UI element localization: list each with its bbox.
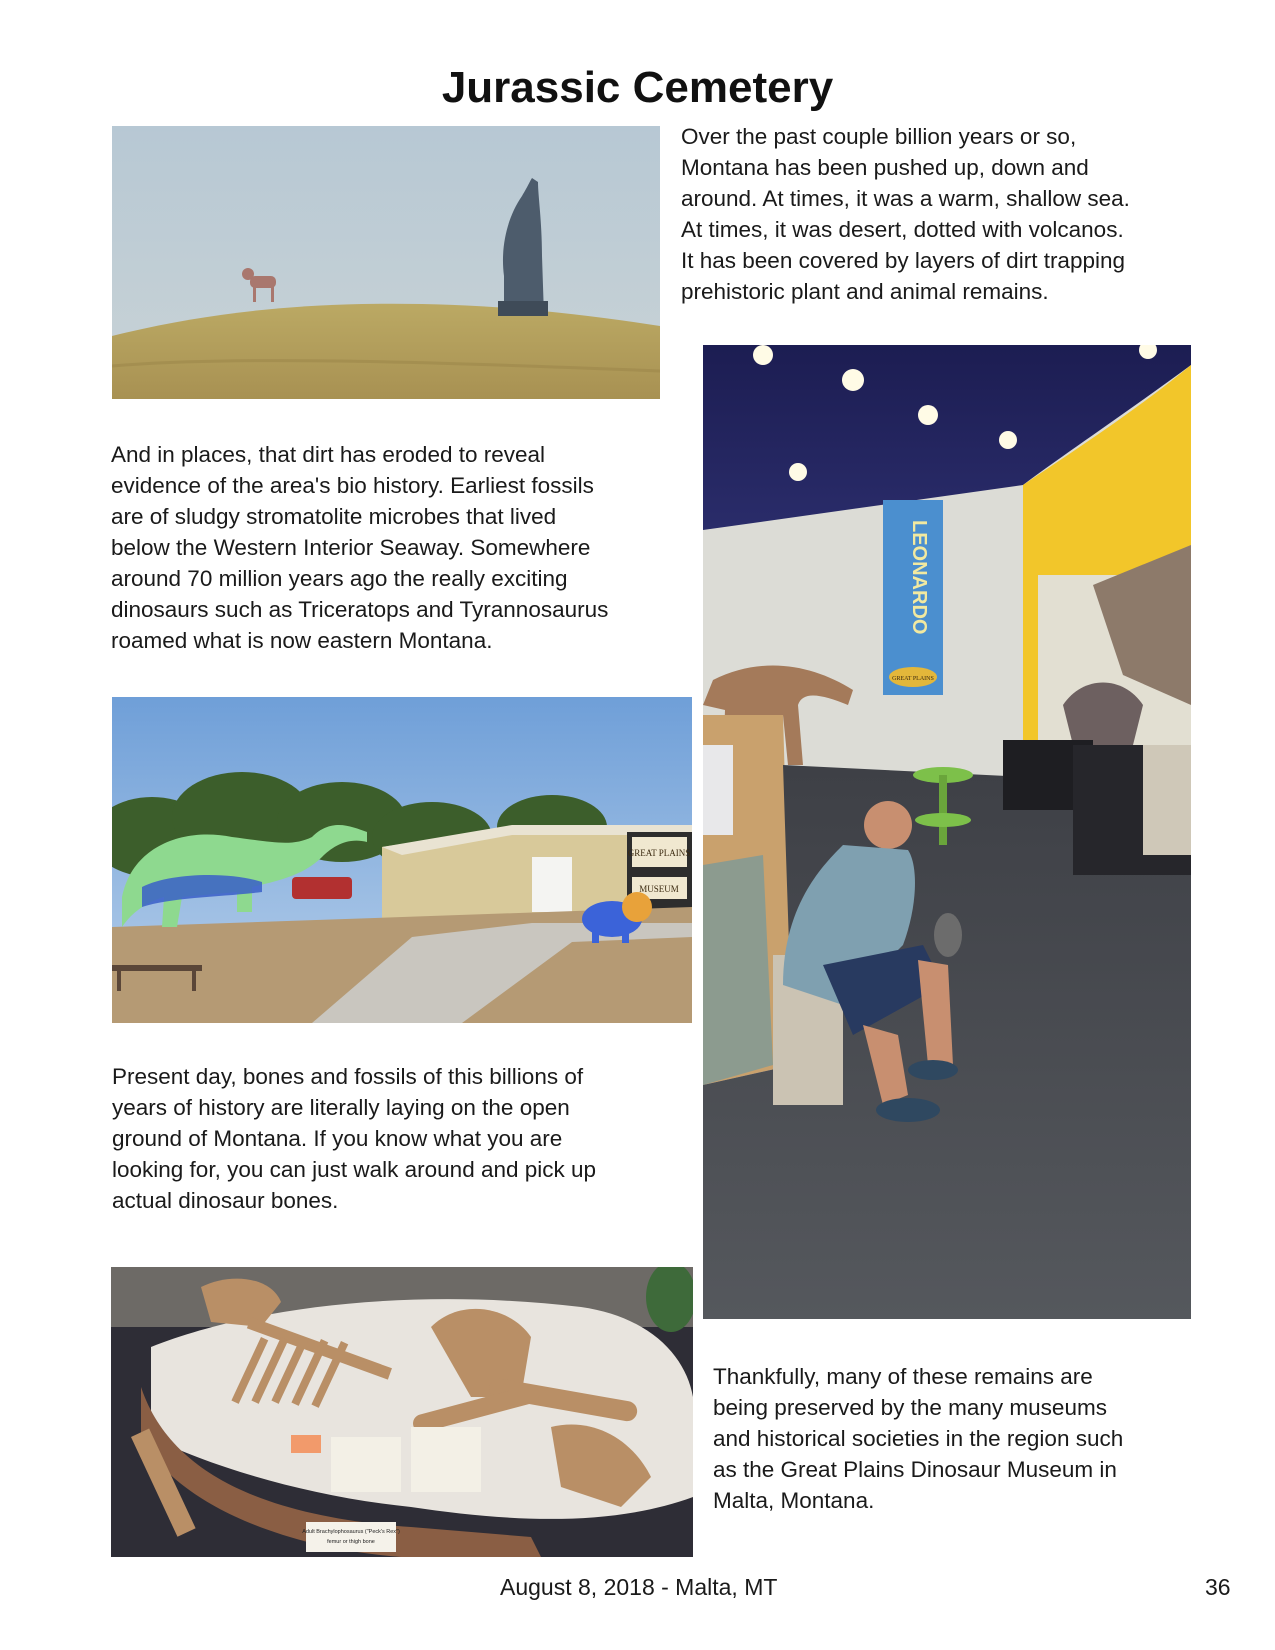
banner-logo-text: GREAT PLAINS xyxy=(892,676,934,682)
banner-text: LEONARDO xyxy=(908,520,930,635)
paragraph-fossils: And in places, that dirt has eroded to reveal evidence of the area's bio history. Earliest fossils are of sludgy stromatolite microbes that lived below the Western Interior Seaway. Somewhere around 70 million years ago the really exciting dinosaurs such as Triceratops and Tyrannosaurus roamed what is now eastern Montana. xyxy=(111,442,609,653)
leonardo-banner xyxy=(883,500,943,695)
display-tag-text-2: femur or thigh bone xyxy=(327,1539,375,1545)
paragraph-present-day: Present day, bones and fossils of this billions of years of history are literally laying on the open ground of Montana. If you know what you are looking for, you can just walk around and pick up actual dinosaur bones. xyxy=(112,1064,597,1213)
paragraph-museums: Thankfully, many of these remains are being preserved by the many museums and historical societies in the region such as the Great Plains Dinosaur Museum in Malta, Montana. xyxy=(713,1364,1124,1513)
photo-museum-interior xyxy=(703,345,1191,1319)
page-title: Jurassic Cemetery xyxy=(441,63,834,112)
paragraph-intro: Over the past couple billion years or so, Montana has been pushed up, down and around. At times, it was a warm, shallow sea. At times, it was desert, dotted with volcanos. It has been covered by layers of dirt trapping prehistoric plant and animal remains. xyxy=(681,124,1130,304)
museum-sign-text: GREAT PLAINS xyxy=(627,848,691,858)
museum-sign-text-2: MUSEUM xyxy=(639,884,679,894)
display-tag-text: Adult Brachylophosaurus ("Peck's Rex") xyxy=(302,1529,400,1535)
photo-hill-sculptures xyxy=(112,126,660,399)
photo-museum-exterior xyxy=(112,697,692,1023)
footer-caption: August 8, 2018 - Malta, MT xyxy=(500,1574,778,1600)
page-number: 36 xyxy=(1205,1574,1231,1600)
photo-skeleton-display xyxy=(111,1267,693,1557)
